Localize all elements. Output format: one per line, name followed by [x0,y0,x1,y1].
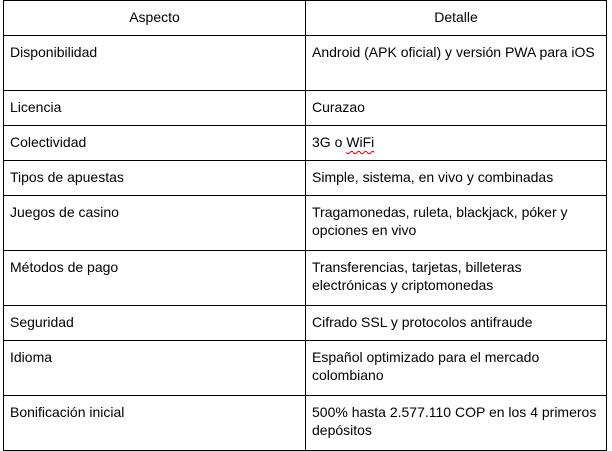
cell-detail [306,126,607,161]
cell-aspect: Bonificación inicial [4,396,306,451]
table-row [4,161,607,196]
table-row [4,36,607,91]
header-detail: Detalle [306,1,607,36]
cell-aspect: Disponibilidad [4,36,306,91]
detail-text: 3G o [312,134,347,150]
table-row [4,126,607,161]
cell-aspect: Métodos de pago [4,251,306,306]
table-row [4,396,607,451]
table-row [4,196,607,251]
cell-aspect: Licencia [4,91,306,126]
cell-detail: Simple, sistema, en vivo y combinadas [306,161,607,196]
cell-aspect: Seguridad [4,306,306,341]
cell-detail: Android (APK oficial) y versión PWA para iOS [306,36,607,91]
spec-table [3,0,607,451]
cell-detail: Español optimizado para el mercado colombiano [306,341,607,396]
cell-aspect: Juegos de casino [4,196,306,251]
header-aspect: Aspecto [4,1,306,36]
cell-detail: 500% hasta 2.577.110 COP en los 4 primeros depósitos [306,396,607,451]
spellcheck-flagged-word: WiFi [346,134,375,150]
table-row [4,91,607,126]
cell-detail: Cifrado SSL y protocolos antifraude [306,306,607,341]
cell-aspect: Colectividad [4,126,306,161]
table-row [4,341,607,396]
table-header-row [4,1,607,36]
cell-detail: Tragamonedas, ruleta, blackjack, póker y opciones en vivo [306,196,607,251]
cell-detail: Transferencias, tarjetas, billeteras electrónicas y criptomonedas [306,251,607,306]
cell-aspect: Tipos de apuestas [4,161,306,196]
cell-aspect: Idioma [4,341,306,396]
table-row [4,251,607,306]
table-row [4,306,607,341]
cell-detail: Curazao [306,91,607,126]
